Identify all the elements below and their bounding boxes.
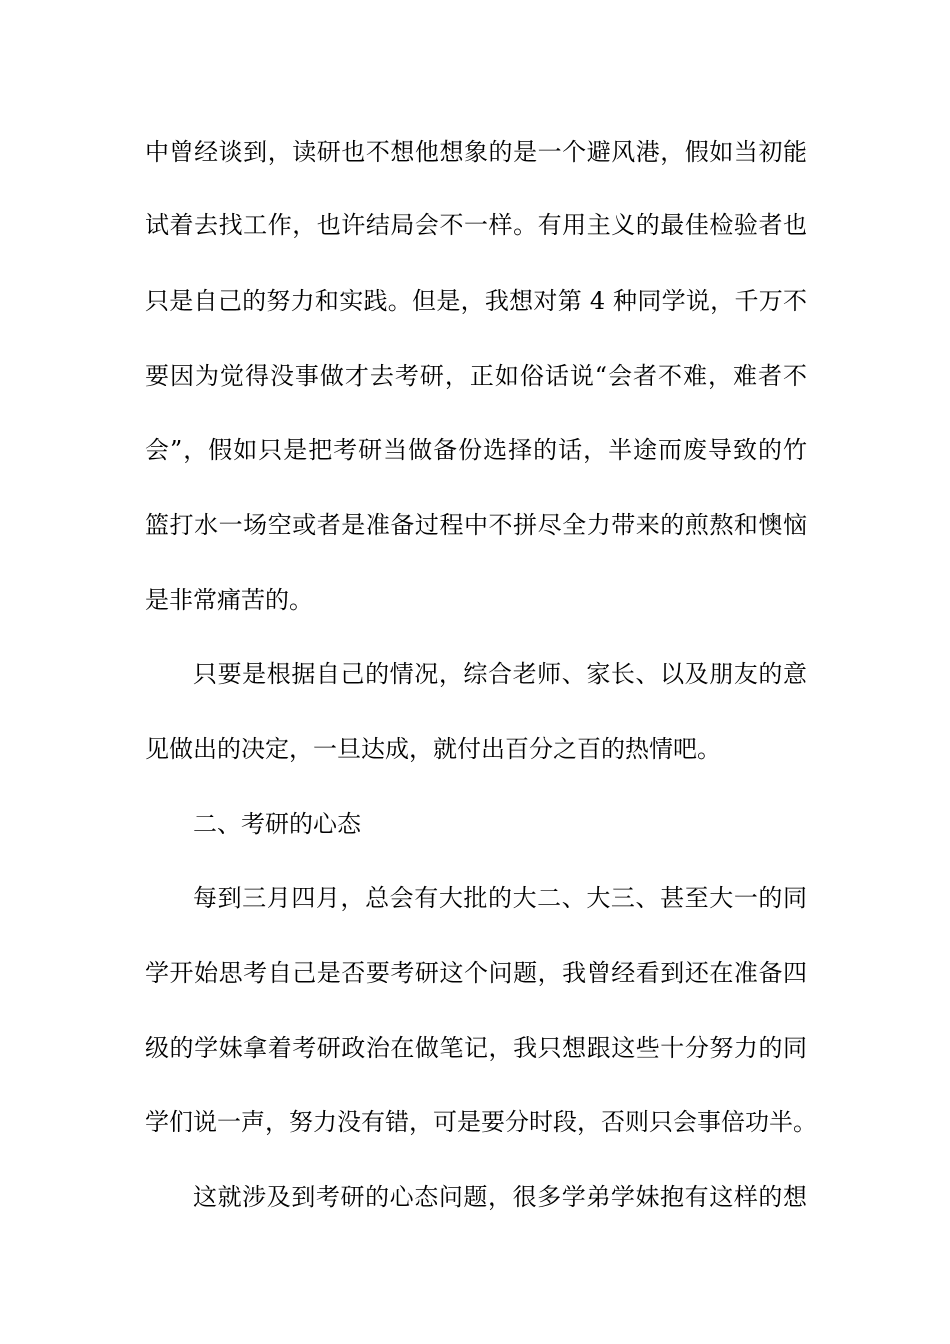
body-text-line: 只是自己的努力和实践。但是，我想对第 4 种同学说，千万不 xyxy=(145,287,807,315)
body-text-line: 只要是根据自己的情况，综合老师、家长、以及朋友的意 xyxy=(193,660,807,688)
body-text-line: 每到三月四月，总会有大批的大二、大三、甚至大一的同 xyxy=(193,884,807,912)
body-text-line: 篮打水一场空或者是准备过程中不拼尽全力带来的煎熬和懊恼 xyxy=(145,511,807,539)
section-heading: 二、考研的心态 xyxy=(193,810,361,838)
body-text-line: 试着去找工作，也许结局会不一样。有用主义的最佳检验者也 xyxy=(145,211,807,239)
body-text-line: 是非常痛苦的。 xyxy=(145,586,313,614)
body-text-line: 中曾经谈到，读研也不想他想象的是一个避风港，假如当初能 xyxy=(145,138,807,166)
body-text-line: 这就涉及到考研的心态问题，很多学弟学妹抱有这样的想 xyxy=(193,1183,807,1211)
body-text-line: 级的学妹拿着考研政治在做笔记，我只想跟这些十分努力的同 xyxy=(145,1034,807,1062)
body-text-line: 会”，假如只是把考研当做备份选择的话，半途而废导致的竹 xyxy=(145,436,807,464)
body-text-line: 要因为觉得没事做才去考研，正如俗话说“会者不难，难者不 xyxy=(145,362,807,390)
body-text-line: 学们说一声，努力没有错，可是要分时段，否则只会事倍功半。 xyxy=(145,1108,817,1136)
body-text-line: 学开始思考自己是否要考研这个问题，我曾经看到还在准备四 xyxy=(145,959,807,987)
body-text-line: 见做出的决定，一旦达成，就付出百分之百的热情吧。 xyxy=(145,735,721,763)
